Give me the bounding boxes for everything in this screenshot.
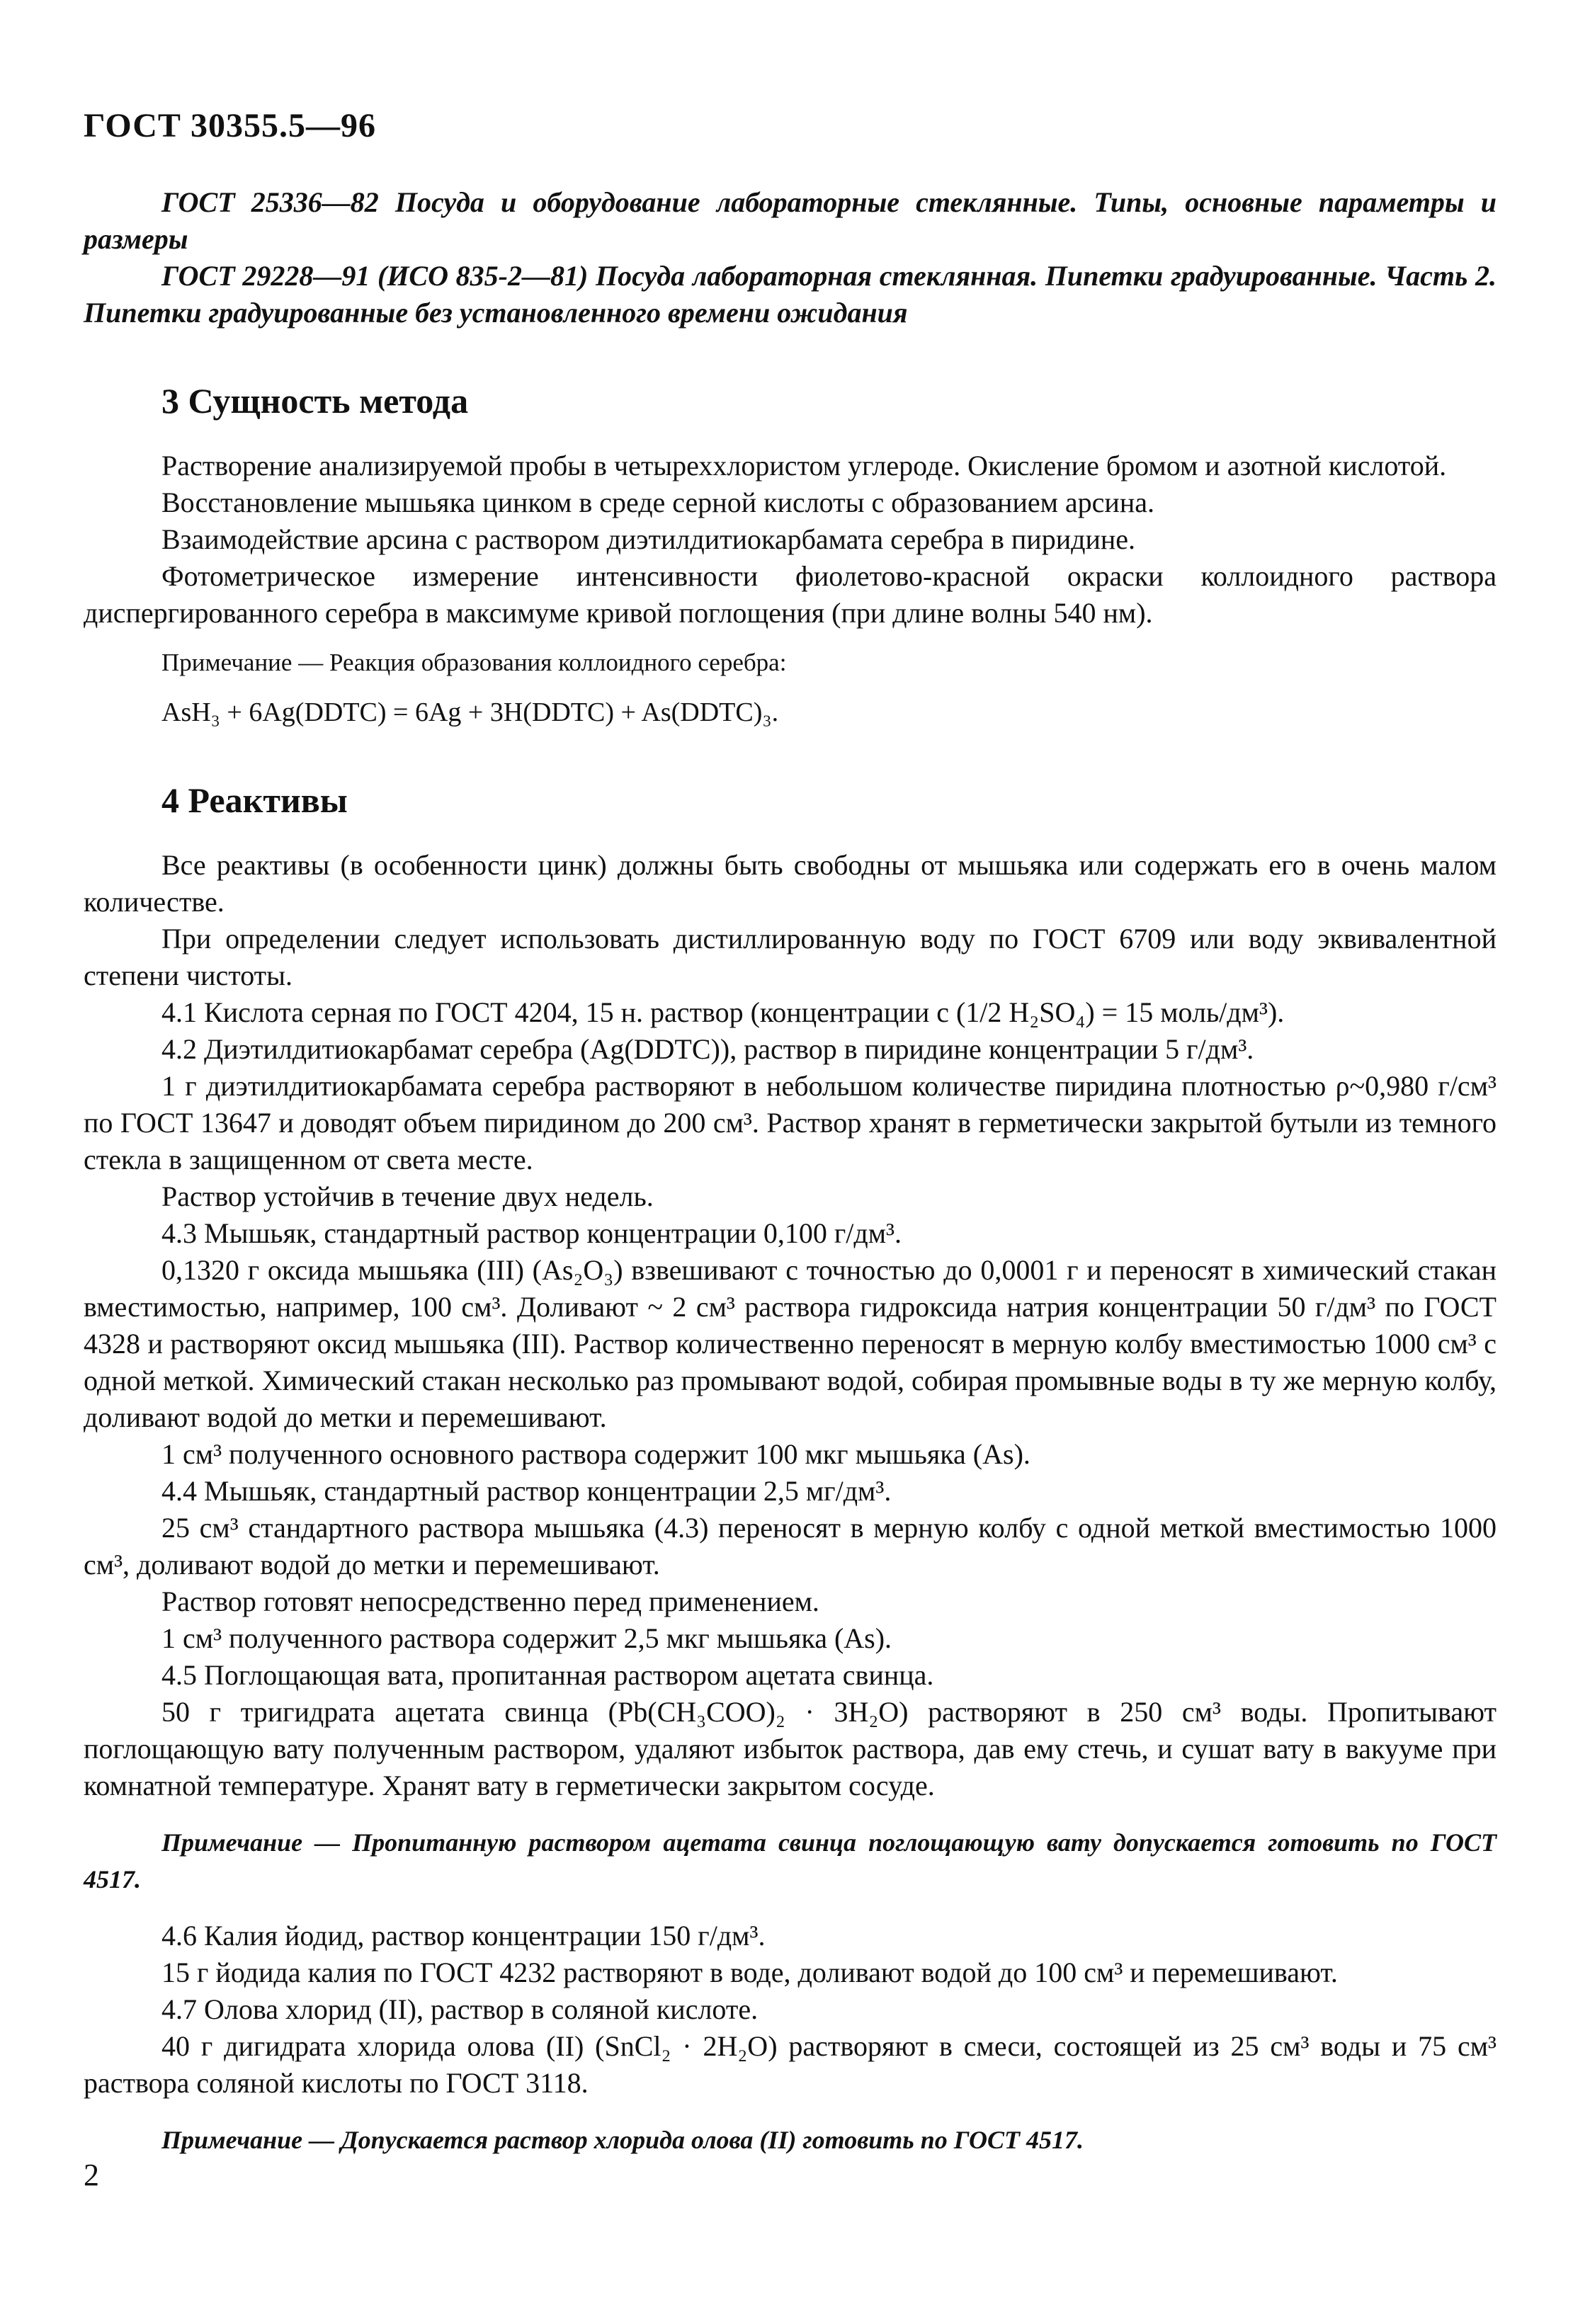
reference-gost-25336: ГОСТ 25336—82 Посуда и оборудование лабораторные стеклянные. Типы, основные параметры и размеры <box>84 186 1497 255</box>
note: Примечание — Допускается раствор хлорида олова (II) готовить по ГОСТ 4517. <box>161 2126 1084 2154</box>
paragraph: 25 см³ стандартного раствора мышьяка (4.3) переносят в мерную колбу с одной меткой вместимостью 1000 см³, доливают водой до метки и перемешивают. <box>84 1512 1497 1580</box>
paragraph: 1 см³ полученного основного раствора содержит 100 мкг мышьяка (As). <box>161 1438 1030 1470</box>
paragraph: Восстановление мышьяка цинком в среде серной кислоты с образованием арсина. <box>161 486 1154 518</box>
note: Примечание — Реакция образования коллоидного серебра: <box>161 649 787 676</box>
item-4-6: 4.6 Калия йодид, раствор концентрации 150 г/дм³. <box>161 1920 766 1952</box>
item-4-7: 4.7 Олова хлорид (II), раствор в соляной кислоте. <box>161 1993 759 2025</box>
reference-gost-29228: ГОСТ 29228—91 (ИСО 835-2—81) Посуда лабораторная стеклянная. Пипетки градуированные. Часть 2. Пипетки градуированные без установленного времени ожидания <box>84 260 1497 329</box>
paragraph: 50 г тригидрата ацетата свинца (Pb(CH₃COO)₂ · 3H₂O) растворяют в 250 см³ воды. Пропитывают поглощающую вату полученным раствором, удаляют избыток раствора, дав ему стечь, и сушат вату в вакууме при комнатной температуре. Хранят вату в герметически закрытом сосуде. <box>84 1696 1497 1801</box>
paragraph: Растворение анализируемой пробы в четыреххлористом углероде. Окисление бромом и азотной кислотой. <box>161 450 1447 482</box>
item-4-4: 4.4 Мышьяк, стандартный раствор концентрации 2,5 мг/дм³. <box>161 1475 892 1507</box>
paragraph: 15 г йодида калия по ГОСТ 4232 растворяют в воде, доливают водой до 100 см³ и перемешивают. <box>161 1956 1338 1988</box>
paragraph: Раствор готовят непосредственно перед применением. <box>161 1585 819 1617</box>
paragraph: 1 г диэтилдитиокарбамата серебра растворяют в небольшом количестве пиридина плотностью ρ~0,980 г/см³ по ГОСТ 13647 и доводят объем пиридином до 200 см³. Раствор хранят в герметически закрытой бутыли из темного стекла в защищенном от света месте. <box>84 1070 1497 1175</box>
paragraph: 40 г дигидрата хлорида олова (II) (SnCl₂ · 2H₂O) растворяют в смеси, состоящей из 25 см³ воды и 75 см³ раствора соляной кислоты по ГОСТ 3118. <box>84 2030 1497 2099</box>
item-4-5: 4.5 Поглощающая вата, пропитанная раствором ацетата свинца. <box>161 1659 934 1691</box>
page-number: 2 <box>84 2158 99 2192</box>
note: Примечание — Пропитанную раствором ацетата свинца поглощающую вату допускается готовить по ГОСТ 4517. <box>84 1828 1497 1893</box>
paragraph: Взаимодействие арсина с раствором диэтилдитиокарбамата серебра в пиридине. <box>161 523 1136 555</box>
document-code: ГОСТ 30355.5—96 <box>84 107 376 144</box>
paragraph: Фотометрическое измерение интенсивности фиолетово-красной окраски коллоидного раствора диспергированного серебра в максимуме кривой поглощения (при длине волны 540 нм). <box>84 560 1497 629</box>
paragraph: Раствор устойчив в течение двух недель. <box>161 1180 654 1212</box>
paragraph: 1 см³ полученного раствора содержит 2,5 мкг мышьяка (As). <box>161 1622 892 1654</box>
item-4-3: 4.3 Мышьяк, стандартный раствор концентрации 0,100 г/дм³. <box>161 1217 902 1249</box>
page-content <box>84 184 1497 2178</box>
paragraph: 0,1320 г оксида мышьяка (III) (As₂O₃) взвешивают с точностью до 0,0001 г и переносят в химический стакан вместимостью, например, 100 см³. Доливают ~ 2 см³ раствора гидроксида натрия концентрации 50 г/дм³ по ГОСТ 4328 и растворяют оксид мышьяка (III). Раствор количественно переносят в мерную колбу вместимостью 1000 см³ с одной меткой. Химический стакан несколько раз промывают водой, собирая промывные воды в ту же мерную колбу, доливают водой до метки и перемешивают. <box>84 1254 1497 1433</box>
paragraph: Все реактивы (в особенности цинк) должны быть свободны от мышьяка или содержать его в очень малом количестве. <box>84 849 1497 918</box>
item-4-1: 4.1 Кислота серная по ГОСТ 4204, 15 н. раствор (концентрации с (1/2 H₂SO₄) = 15 моль/дм³). <box>161 996 1285 1028</box>
item-4-2: 4.2 Диэтилдитиокарбамат серебра (Ag(DDTC)), раствор в пиридине концентрации 5 г/дм³. <box>161 1033 1254 1065</box>
reaction-formula: AsH₃ + 6Ag(DDTC) = 6Ag + 3H(DDTC) + As(DDTC)₃. <box>161 697 779 727</box>
section-4-heading: 4 Реактивы <box>161 780 348 820</box>
section-3-heading: 3 Сущность метода <box>161 381 469 421</box>
paragraph: При определении следует использовать дистиллированную воду по ГОСТ 6709 или воду эквивалентной степени чистоты. <box>84 923 1497 991</box>
